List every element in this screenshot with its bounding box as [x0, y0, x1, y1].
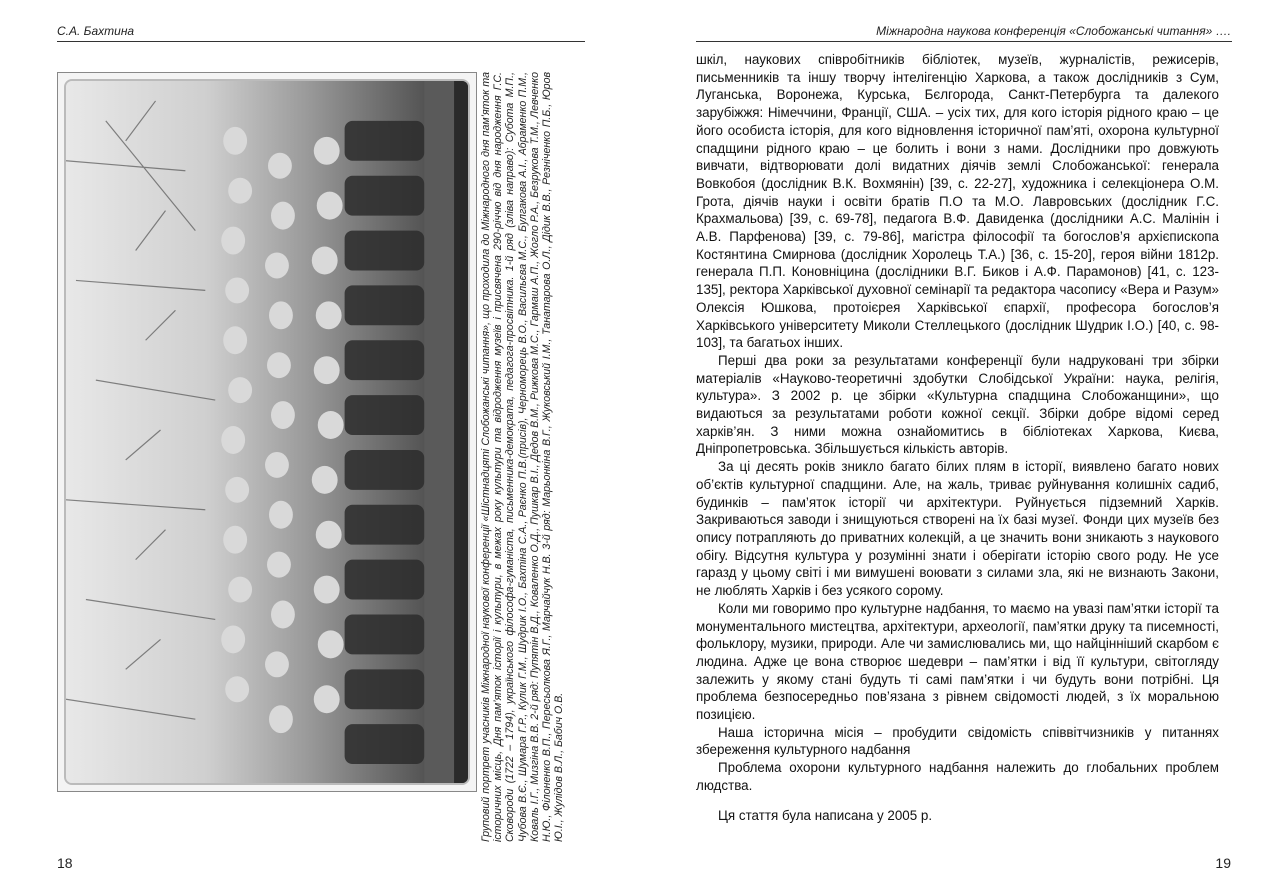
photo-caption — [480, 72, 590, 842]
paragraph-7: Ця стаття була написана у 2005 р. — [718, 807, 933, 823]
running-head-right: Міжнародна наукова конференція «Слобожанські читання» …. — [876, 24, 1231, 38]
group-photo-image — [64, 79, 470, 785]
group-photo-illustration — [66, 81, 468, 783]
header-rule-left — [57, 41, 585, 42]
article-body — [696, 51, 1219, 824]
page-number-right: 19 — [1215, 855, 1231, 871]
paragraph-5: Наша історична місія – пробудити свідомість співвітчизників у питаннях збереження культурного надбання — [696, 724, 1219, 758]
running-head-left: С.А. Бахтина — [57, 24, 135, 38]
right-page — [644, 0, 1288, 896]
paragraph-4: Коли ми говоримо про культурне надбання, то маємо на увазі пам’ятки історії та монументального мистецтва, архітектури, археології, пам’ятки друку та писемності, фольклору, музики, природи. Але чи замислювались ми, що найцінніший скарбом є людина. Адже це вона створює шедеври – пам’ятки і від її культури, світогляду залежить у якому стані будуть ті самі пам’ятки і чи будуть вони потрібні. Ця проблема безпосередньо пов’язана з рівнем свідомості людей, з їх моральною позицією. — [696, 600, 1219, 723]
photo-caption-area — [480, 72, 590, 842]
group-photo — [57, 72, 477, 792]
page-number-left: 18 — [57, 855, 73, 871]
paragraph-3: За ці десять років зникло багато білих плям в історії, виявлено багато нових об’єктів культурної спадщини. Але, на жаль, триває руйнування колишніх садиб, будинків – пам’яток історії чи архітектури. Руйнується підземний Харків. Закриваються заводи і знищуються створені на їх базі музеї. Фонди цих музеїв без опису потрапляють до приватних колекцій, а це значить вони зникають з наукового обігу. Відсутня культура у розумінні знати і оберігати історію свого роду. Не усе гаразд у цьому світі і ми вимушені воювати з силами зла, які не визнають Закони, не люблять Харків і без усякого сорому. — [696, 459, 1219, 599]
paragraph-6: Проблема охорони культурного надбання належить до глобальних проблем людства. — [696, 760, 1219, 793]
header-rule-right — [696, 41, 1232, 42]
paragraph-1: шкіл, наукових співробітників бібліотек, музеїв, журналістів, режисерів, письменників та іншу творчу інтелігенцію Харкова, а також дослідників з Сум, Луганська, Воронежа, Курська, Бєлгорода, Санкт-Петербурга та далекого зарубіжжя: Німеччини, Франції, США. – усіх тих, для кого історія рідного краю – це його особиста історія, для кого відновлення історичної пам’яті, охорона культурної спадщини рідного краю – це болить і вони з нами. Дослідники про довжують вивчати, відтворювати долі видатних діячів землі Слобожанської: генерала Вовкобоя (дослідник В.К. Вохмянін) [39, с. 22-27], художника і селекціонера О.М. Грота, діячів науки і освіти братів П.О та М.О. Лавровських (дослідник Г.С. Крахмальова) [39, с. 69-78], педагога В.Ф. Давиденка (дослідники А.С. Малінін і А.В. Парфенова) [39, с. 79-86], магістра філософії та богослов’я архієпископа Костянтина Смирнова (дослідник Хоролець Т.А.) [36, с. 15-20], героя війни 1812р. генерала П.П. Коновніцина (дослідники В.Г. Биков і А.Ф. Парамонов) [41, с. 123-135], ректора Харківської духовної семінарії та редактора часопису «Вера и Разум» Олексія Юшкова, протоієрея Харківської єпархії, професора богослов’я Харківського університету Миколи Стеллецького (дослідник Шудрик І.О.) [40, с. 98-103], та багатьох інших. — [696, 52, 1219, 351]
paragraph-2: Перші два роки за результатами конференції були надруковані три збірки матеріалів «Науково-теоретичні здобутки Слобідської України: наука, релігія, культура». З 2002 р. це збірки «Культурна спадщина Слобожанщини», що видаються за результатами роботи кожної секції. Збірки добре відомі серед харків’ян. З ними можна ознайомитись в бібліотеках Харкова, Києва, Дніпропетровська. Збільшується кількість авторів. — [696, 352, 1219, 457]
photo-caption-text: Груповий портрет учасників Міжнародної наукової конференції «Шістнадцяті Слобожанські читання», що проходила до Міжнародного дня пам’яток та історичних місць, Дня пам’яток історії і культури, в межах року культури та відродження музеїв і присвячена 290-річчю від дня народження Г.С. Сковороди (1722 – 1794), українського філософа-гуманіста, письменника-демократа, педагога-просвітника. 1-й ряд (зліва направо): Субота М.П., Чубова В.Є., Шумара Г.Р., Кулик Г.М., Шудрик І.О., Бахтіна С.А., Раєнко П.В.(присів), Черноморець В.О., Васильєва М.С., Булгакова А.І., Абраменко П.М., Коваль І.Г., Мизгіна В.В. 2-й ряд: Пупятін В.Д., Коваленко О.Д., Пушкар В.І., Дедов В.М., Рижкова М.С., Гармаш А.П., Жогло Р.А., Безрукова Т.М., Левченко Н.Ю., Філоненко В.П., Пересьолкова Я.Г., Марчайчук Н.В. 3-й ряд: Марьонкіна В.Г., Жуковський І.М., Танатарова О.Л., Дідик В.В., Резніченко П.Б., Юров Ю.І., Жулідов В.Л., Бабич О.В. — [480, 72, 566, 842]
